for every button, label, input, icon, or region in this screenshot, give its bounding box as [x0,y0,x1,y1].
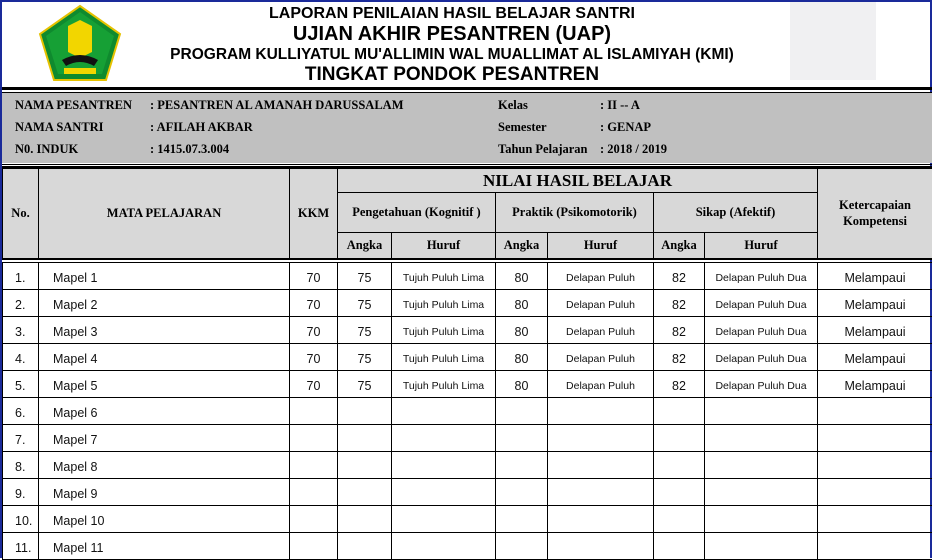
col-afektif: Sikap (Afektif) [654,193,818,233]
cell-mapel: Mapel 7 [39,425,290,452]
col-ketercapaian: Ketercapaian Kompetensi [818,169,932,259]
cell-psikomotorik-huruf: Delapan Puluh [548,290,654,317]
cell-kognitif-angka: 75 [338,290,392,317]
cell-kognitif-huruf: Tujuh Puluh Lima [392,344,496,371]
table-row [3,371,932,398]
table-row [3,317,932,344]
cell-psikomotorik-angka [496,398,548,425]
cell-psikomotorik-angka [496,506,548,533]
cell-afektif-angka: 82 [654,263,705,290]
cell-no: 4. [3,344,39,371]
student-info [2,93,932,163]
title-line-2: UJIAN AKHIR PESANTREN (UAP) [122,23,782,45]
cell-kognitif-huruf [392,452,496,479]
cell-no: 5. [3,371,39,398]
cell-mapel: Mapel 3 [39,317,290,344]
no-induk-value: : 1415.07.3.004 [150,139,229,159]
col-angka: Angka [338,233,392,259]
cell-psikomotorik-huruf [548,479,654,506]
report-title [122,4,782,85]
cell-psikomotorik-angka [496,425,548,452]
cell-kognitif-huruf [392,533,496,560]
cell-no: 2. [3,290,39,317]
kelas-label: Kelas [498,95,528,115]
cell-kognitif-angka [338,398,392,425]
cell-ketercapaian [818,506,932,533]
col-mapel: MATA PELAJARAN [39,169,290,259]
col-no: No. [3,169,39,259]
cell-kkm: 70 [290,263,338,290]
table-row [3,344,932,371]
semester-value: : GENAP [600,117,651,137]
col-kognitif: Pengetahuan (Kognitif ) [338,193,496,233]
cell-kognitif-angka [338,425,392,452]
cell-afektif-angka [654,533,705,560]
cell-ketercapaian [818,398,932,425]
cell-kognitif-angka: 75 [338,263,392,290]
cell-mapel: Mapel 5 [39,371,290,398]
cell-psikomotorik-angka: 80 [496,344,548,371]
table-row [3,533,932,560]
cell-kognitif-huruf: Tujuh Puluh Lima [392,263,496,290]
kelas-value: : II -- A [600,95,640,115]
cell-afektif-huruf [705,533,818,560]
title-line-1: LAPORAN PENILAIAN HASIL BELAJAR SANTRI [122,4,782,23]
cell-ketercapaian [818,533,932,560]
cell-psikomotorik-angka: 80 [496,290,548,317]
cell-afektif-huruf [705,479,818,506]
col-nilai: NILAI HASIL BELAJAR [338,169,818,193]
cell-kognitif-angka: 75 [338,371,392,398]
cell-kkm: 70 [290,344,338,371]
cell-ketercapaian: Melampaui [818,371,932,398]
cell-kognitif-huruf: Tujuh Puluh Lima [392,317,496,344]
cell-kognitif-angka [338,479,392,506]
cell-kkm [290,506,338,533]
cell-kognitif-huruf [392,425,496,452]
cell-mapel: Mapel 6 [39,398,290,425]
col-psikomotorik: Praktik (Psikomotorik) [496,193,654,233]
cell-no: 1. [3,263,39,290]
title-line-3: PROGRAM KULLIYATUL MU'ALLIMIN WAL MUALLIMAT AL ISLAMIYAH (KMI) [122,45,782,64]
cell-mapel: Mapel 1 [39,263,290,290]
table-row [3,398,932,425]
tahun-value: : 2018 / 2019 [600,139,667,159]
table-row [3,479,932,506]
cell-no: 3. [3,317,39,344]
cell-afektif-angka [654,398,705,425]
cell-afektif-angka: 82 [654,317,705,344]
cell-no: 10. [3,506,39,533]
cell-psikomotorik-angka: 80 [496,317,548,344]
title-line-4: TINGKAT PONDOK PESANTREN [122,64,782,85]
cell-ketercapaian: Melampaui [818,317,932,344]
cell-afektif-huruf: Delapan Puluh Dua [705,290,818,317]
cell-kkm [290,479,338,506]
cell-afektif-huruf [705,398,818,425]
cell-no: 7. [3,425,39,452]
nama-santri-label: NAMA SANTRI [15,117,104,137]
cell-psikomotorik-angka [496,533,548,560]
divider [2,87,932,90]
no-induk-label: N0. INDUK [15,139,78,159]
cell-no: 6. [3,398,39,425]
cell-psikomotorik-huruf [548,506,654,533]
cell-mapel: Mapel 9 [39,479,290,506]
table-row [3,263,932,290]
cell-ketercapaian: Melampaui [818,263,932,290]
cell-afektif-huruf: Delapan Puluh Dua [705,263,818,290]
cell-ketercapaian: Melampaui [818,344,932,371]
cell-mapel: Mapel 11 [39,533,290,560]
cell-kognitif-huruf [392,479,496,506]
kemenag-logo [38,4,122,82]
table-row [3,290,932,317]
cell-psikomotorik-huruf: Delapan Puluh [548,263,654,290]
cell-kognitif-huruf: Tujuh Puluh Lima [392,290,496,317]
table-row [3,506,932,533]
col-kkm: KKM [290,169,338,259]
divider [2,164,932,165]
cell-mapel: Mapel 4 [39,344,290,371]
col-huruf: Huruf [392,233,496,259]
cell-kkm: 70 [290,371,338,398]
cell-ketercapaian [818,479,932,506]
cell-afektif-huruf: Delapan Puluh Dua [705,371,818,398]
cell-psikomotorik-huruf [548,398,654,425]
table-row [3,452,932,479]
cell-afektif-angka: 82 [654,371,705,398]
photo-placeholder [790,2,876,80]
grades-table [2,168,932,560]
cell-no: 8. [3,452,39,479]
cell-kognitif-angka [338,533,392,560]
cell-ketercapaian [818,425,932,452]
cell-mapel: Mapel 10 [39,506,290,533]
cell-afektif-angka [654,506,705,533]
cell-kognitif-angka [338,452,392,479]
cell-kognitif-angka: 75 [338,344,392,371]
cell-no: 9. [3,479,39,506]
nama-pesantren-label: NAMA PESANTREN [15,95,132,115]
cell-afektif-angka [654,452,705,479]
cell-ketercapaian: Melampaui [818,290,932,317]
cell-afektif-angka [654,425,705,452]
cell-kognitif-huruf: Tujuh Puluh Lima [392,371,496,398]
semester-label: Semester [498,117,547,137]
cell-kognitif-huruf [392,506,496,533]
col-huruf: Huruf [548,233,654,259]
cell-psikomotorik-huruf: Delapan Puluh [548,371,654,398]
cell-kognitif-huruf [392,398,496,425]
col-angka: Angka [654,233,705,259]
cell-kkm [290,533,338,560]
cell-kognitif-angka: 75 [338,317,392,344]
cell-ketercapaian [818,452,932,479]
cell-psikomotorik-huruf: Delapan Puluh [548,317,654,344]
cell-psikomotorik-huruf: Delapan Puluh [548,344,654,371]
cell-kognitif-angka [338,506,392,533]
cell-kkm [290,452,338,479]
cell-psikomotorik-huruf [548,533,654,560]
col-huruf: Huruf [705,233,818,259]
cell-no: 11. [3,533,39,560]
cell-psikomotorik-angka: 80 [496,371,548,398]
table-row [3,425,932,452]
cell-afektif-huruf: Delapan Puluh Dua [705,344,818,371]
cell-psikomotorik-huruf [548,425,654,452]
cell-afektif-angka: 82 [654,344,705,371]
cell-kkm: 70 [290,290,338,317]
cell-mapel: Mapel 2 [39,290,290,317]
cell-mapel: Mapel 8 [39,452,290,479]
cell-kkm [290,425,338,452]
cell-kkm: 70 [290,317,338,344]
tahun-label: Tahun Pelajaran [498,139,588,159]
cell-psikomotorik-huruf [548,452,654,479]
cell-psikomotorik-angka [496,479,548,506]
cell-afektif-angka [654,479,705,506]
nama-pesantren-value: : PESANTREN AL AMANAH DARUSSALAM [150,95,404,115]
nama-santri-value: : AFILAH AKBAR [150,117,253,137]
cell-afektif-huruf: Delapan Puluh Dua [705,317,818,344]
cell-afektif-huruf [705,425,818,452]
cell-afektif-angka: 82 [654,290,705,317]
cell-afektif-huruf [705,452,818,479]
cell-psikomotorik-angka [496,452,548,479]
col-angka: Angka [496,233,548,259]
cell-afektif-huruf [705,506,818,533]
cell-kkm [290,398,338,425]
cell-psikomotorik-angka: 80 [496,263,548,290]
